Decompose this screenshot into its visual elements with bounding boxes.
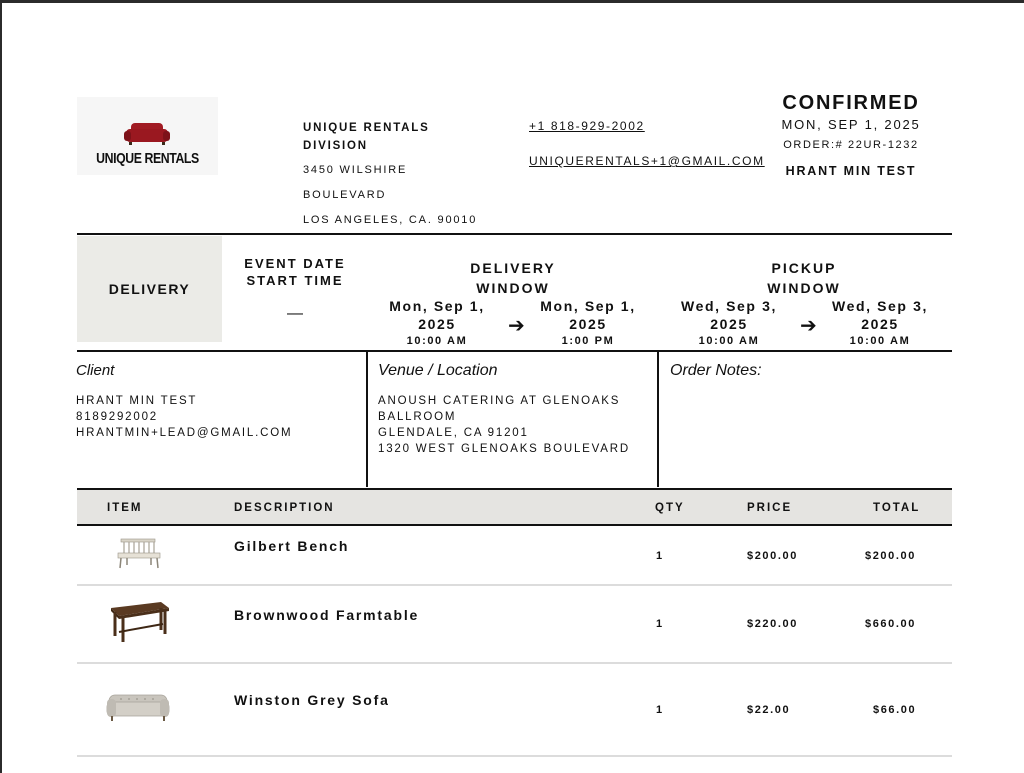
divider-middle <box>77 350 952 352</box>
order-date: MON, SEP 1, 2025 <box>781 117 921 132</box>
order-status: CONFIRMED <box>782 92 920 114</box>
client-email: HRANTMIN+LEAD@GMAIL.COM <box>76 427 293 439</box>
event-date-label: EVENT DATE <box>244 256 346 271</box>
delivery-start-date: Mon, Sep 1, <box>389 298 485 314</box>
header-item: ITEM <box>107 502 143 514</box>
venue-line4: 1320 WEST GLENOAKS BOULEVARD <box>378 443 630 455</box>
item-total: $660.00 <box>865 618 916 630</box>
item-price: $22.00 <box>747 704 791 716</box>
delivery-end-date: Mon, Sep 1, <box>540 298 636 314</box>
venue-line1: ANOUSH CATERING AT GLENOAKS <box>378 395 621 407</box>
company-name: UNIQUE RENTALS DIVISION <box>303 122 430 152</box>
pickup-start-year: 2025 <box>710 316 748 332</box>
order-number: ORDER:# 22UR-1232 <box>783 139 919 151</box>
item-qty: 1 <box>656 618 664 630</box>
company-address-line3: LOS ANGELES, CA. 90010 <box>303 214 478 226</box>
bench-icon <box>115 535 163 571</box>
venue-line3: GLENDALE, CA 91201 <box>378 427 529 439</box>
item-price: $220.00 <box>747 618 798 630</box>
item-name: Brownwood Farmtable <box>234 607 420 623</box>
pickup-window-label-2: WINDOW <box>767 280 841 296</box>
company-phone-link[interactable]: +1 818-929-2002 <box>529 119 645 133</box>
company-logo <box>77 97 218 175</box>
delivery-start-year: 2025 <box>418 316 456 332</box>
delivery-end-time: 1:00 PM <box>561 335 615 347</box>
pickup-arrow-icon: ➔ <box>800 315 817 337</box>
divider-top <box>77 233 952 235</box>
delivery-window-label-2: WINDOW <box>476 280 550 296</box>
table-row <box>77 527 952 586</box>
item-qty: 1 <box>656 704 664 716</box>
red-sofa-icon <box>77 97 218 157</box>
column-divider-1 <box>366 352 368 487</box>
order-notes-title: Order Notes: <box>670 362 762 379</box>
header-description: DESCRIPTION <box>234 502 335 514</box>
company-address-line2: BOULEVARD <box>303 189 387 201</box>
pickup-window-label: PICKUP <box>771 260 837 276</box>
start-time-label: START TIME <box>246 273 344 288</box>
delivery-window-label: DELIVERY <box>470 260 556 276</box>
pickup-end-date: Wed, Sep 3, <box>832 298 928 314</box>
table-row <box>77 664 952 757</box>
logo-wordmark: UNIQUE RENTALS <box>96 150 199 167</box>
window-top-border <box>0 0 1024 3</box>
sofa-icon <box>105 690 171 726</box>
pickup-start-time: 10:00 AM <box>698 335 760 347</box>
item-total: $200.00 <box>865 550 916 562</box>
table-header <box>77 488 952 526</box>
order-customer: HRANT MIN TEST <box>785 164 917 178</box>
column-divider-2 <box>657 352 659 487</box>
delivery-type-badge: DELIVERY <box>77 236 222 342</box>
client-title: Client <box>76 362 115 379</box>
client-name: HRANT MIN TEST <box>76 395 198 407</box>
event-date-value: — <box>287 305 303 322</box>
pickup-end-year: 2025 <box>861 316 899 332</box>
table-row <box>77 586 952 664</box>
window-left-border <box>0 0 2 773</box>
item-qty: 1 <box>656 550 664 562</box>
client-phone: 8189292002 <box>76 411 158 423</box>
item-total: $66.00 <box>873 704 917 716</box>
item-price: $200.00 <box>747 550 798 562</box>
delivery-end-year: 2025 <box>569 316 607 332</box>
item-name: Gilbert Bench <box>234 538 350 554</box>
header-qty: QTY <box>655 502 685 514</box>
venue-line2: BALLROOM <box>378 411 457 423</box>
delivery-start-time: 10:00 AM <box>406 335 468 347</box>
farm-table-icon <box>105 600 171 644</box>
company-address-line1: 3450 WILSHIRE <box>303 164 408 176</box>
delivery-arrow-icon: ➔ <box>508 315 525 337</box>
item-name: Winston Grey Sofa <box>234 692 390 708</box>
header-total: TOTAL <box>873 502 921 514</box>
company-email-link[interactable]: UNIQUERENTALS+1@GMAIL.COM <box>529 154 765 168</box>
pickup-end-time: 10:00 AM <box>849 335 911 347</box>
pickup-start-date: Wed, Sep 3, <box>681 298 777 314</box>
header-price: PRICE <box>747 502 793 514</box>
venue-title: Venue / Location <box>378 362 498 379</box>
